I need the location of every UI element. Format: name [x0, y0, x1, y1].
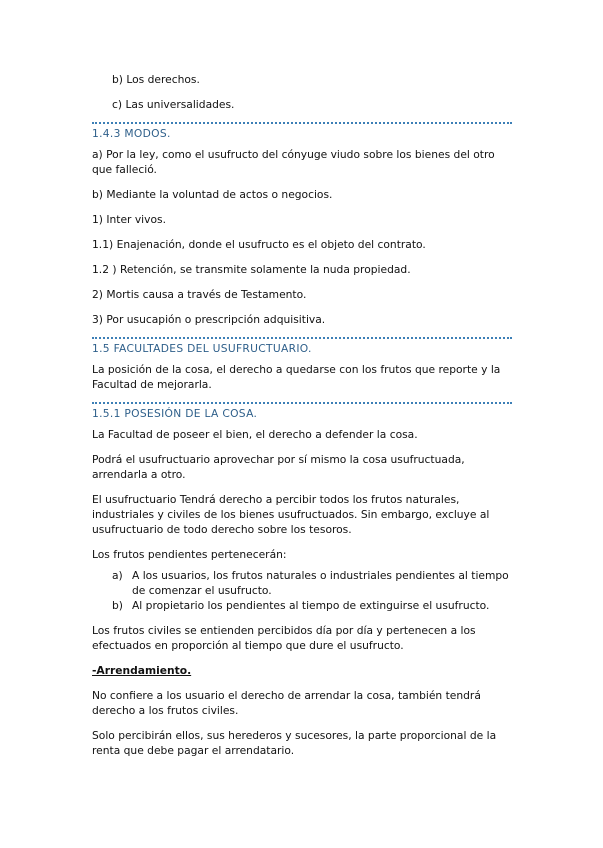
paragraph-no-confiere: No confiere a los usuario el derecho de arrendar la cosa, también tendrá derecho a los frutos civiles. [92, 689, 481, 717]
list-item [92, 568, 512, 598]
paragraph-percibir-frutos: El usufructuario Tendrá derecho a percibir todos los frutos naturales, industriales y civiles de los bienes usufructuados. Sin embargo, excluye al usufructuario de todo derecho sobre los tesoros. [92, 493, 490, 536]
paragraph-mortis-causa: 2) Mortis causa a través de Testamento. [92, 288, 307, 301]
paragraph-por-ley: a) Por la ley, como el usufructo del cónyuge viudo sobre los bienes del otro que falleció. [92, 148, 495, 176]
paragraph-usucapion: 3) Por usucapión o prescripción adquisitiva. [92, 313, 326, 326]
paragraph-percibiran: Solo percibirán ellos, sus herederos y sucesores, la parte proporcional de la renta que debe pagar el arrendatario. [92, 729, 497, 757]
paragraph-frutos-civiles: Los frutos civiles se entienden percibidos día por día y pertenecen a los efectuados en proporción al tiempo que dure el usufructo. [92, 624, 476, 652]
fruits-list [92, 568, 512, 613]
paragraph-enajenacion: 1.1) Enajenación, donde el usufructo es el objeto del contrato. [92, 238, 426, 251]
list-marker: b) [112, 599, 123, 612]
subheading-arrendamiento: -Arrendamiento. [92, 664, 192, 677]
paragraph-posicion: La posición de la cosa, el derecho a quedarse con los frutos que reporte y la Facultad de mejorarla. [92, 363, 501, 391]
document-body [92, 72, 512, 768]
paragraph-retencion: 1.2 ) Retención, se transmite solamente la nuda propiedad. [92, 263, 411, 276]
paragraph-aprovechar: Podrá el usufructuario aprovechar por sí mismo la cosa usufructuada, arrendarla a otro. [92, 453, 465, 481]
heading-posesion: 1.5.1 POSESIÓN DE LA COSA. [92, 402, 512, 421]
paragraph-universalidades: c) Las universalidades. [112, 98, 235, 111]
paragraph-derechos: b) Los derechos. [112, 73, 200, 86]
list-item [92, 598, 512, 613]
list-item-text: Al propietario los pendientes al tiempo de extinguirse el usufructo. [132, 599, 490, 612]
paragraph-voluntad: b) Mediante la voluntad de actos o negocios. [92, 188, 333, 201]
paragraph-inter-vivos: 1) Inter vivos. [92, 213, 166, 226]
paragraph-facultad-poseer: La Facultad de poseer el bien, el derecho a defender la cosa. [92, 428, 418, 441]
heading-modos: 1.4.3 MODOS. [92, 122, 512, 141]
list-marker: a) [112, 569, 123, 582]
list-item-text: A los usuarios, los frutos naturales o industriales pendientes al tiempo de comenzar el usufructo. [132, 569, 509, 597]
heading-facultades: 1.5 FACULTADES DEL USUFRUCTUARIO. [92, 337, 512, 356]
paragraph-frutos-pendientes: Los frutos pendientes pertenecerán: [92, 548, 287, 561]
